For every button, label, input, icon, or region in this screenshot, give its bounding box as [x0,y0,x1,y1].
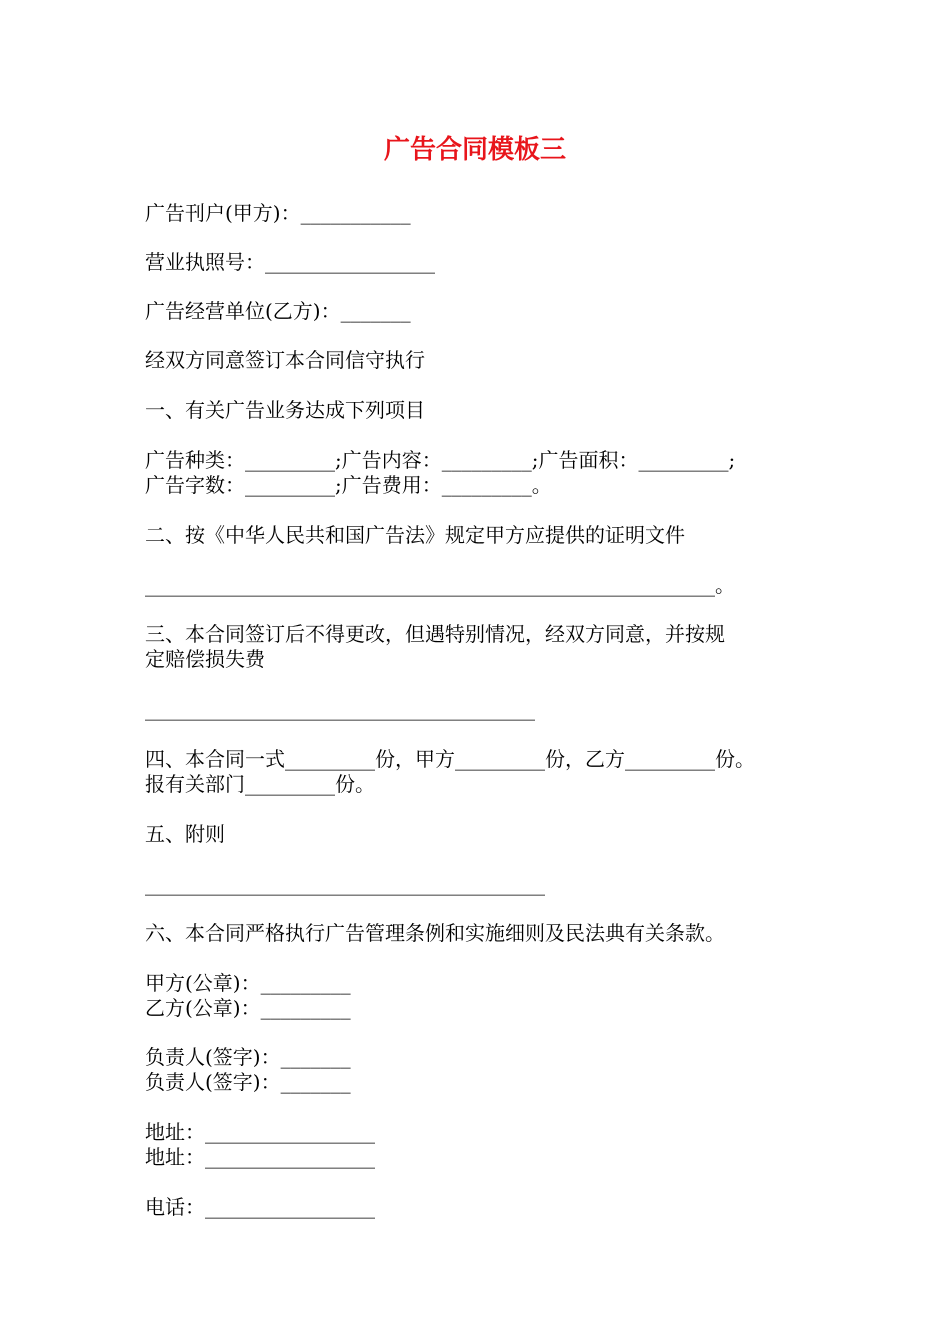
clause-five-heading: 五、附则 [145,822,225,846]
address-b-line: 地址：_________________ [145,1145,375,1169]
clause-three-line-2: 定赔偿损失费 [145,647,265,671]
clause-three-line-1: 三、本合同签订后不得更改，但遇特别情况，经双方同意，并按规 [145,622,725,646]
business-license-line: 营业执照号：_________________ [145,250,435,274]
party-a-seal-line: 甲方(公章)：_________ [145,971,351,995]
clause-four-line-1: 四、本合同一式_________份，甲方_________份，乙方_________份。 [145,747,755,771]
document-title: 广告合同模板三 [383,135,566,165]
clause-two-line: 二、按《中华人民共和国广告法》规定甲方应提供的证明文件 [145,523,685,547]
ad-wordcount-fee-line: 广告字数：_________;广告费用：_________。 [145,473,552,497]
signatory-a-line: 负责人(签字)：_______ [145,1045,351,1069]
party-b-seal-line: 乙方(公章)：_________ [145,996,351,1020]
ad-operator-party-b-line: 广告经营单位(乙方)：_______ [145,299,411,323]
appendix-blank-line: ________________________________________ [145,872,545,896]
clause-four-line-2: 报有关部门_________份。 [145,772,375,796]
mutual-agreement-line: 经双方同意签订本合同信守执行 [145,348,425,372]
clause-six-line: 六、本合同严格执行广告管理条例和实施细则及民法典有关条款。 [145,921,725,945]
address-a-line: 地址：_________________ [145,1120,375,1144]
compensation-blank-line: _______________________________________ [145,697,535,721]
phone-line: 电话：_________________ [145,1195,375,1219]
advertiser-party-a-line: 广告刊户(甲方)：___________ [145,201,411,225]
certificate-blank-line: _________________________________________________________。 [145,573,735,597]
signatory-b-line: 负责人(签字)：_______ [145,1070,351,1094]
ad-type-content-area-line: 广告种类：_________;广告内容：_________;广告面积：_________; [145,448,736,472]
clause-one-heading: 一、有关广告业务达成下列项目 [145,398,425,422]
